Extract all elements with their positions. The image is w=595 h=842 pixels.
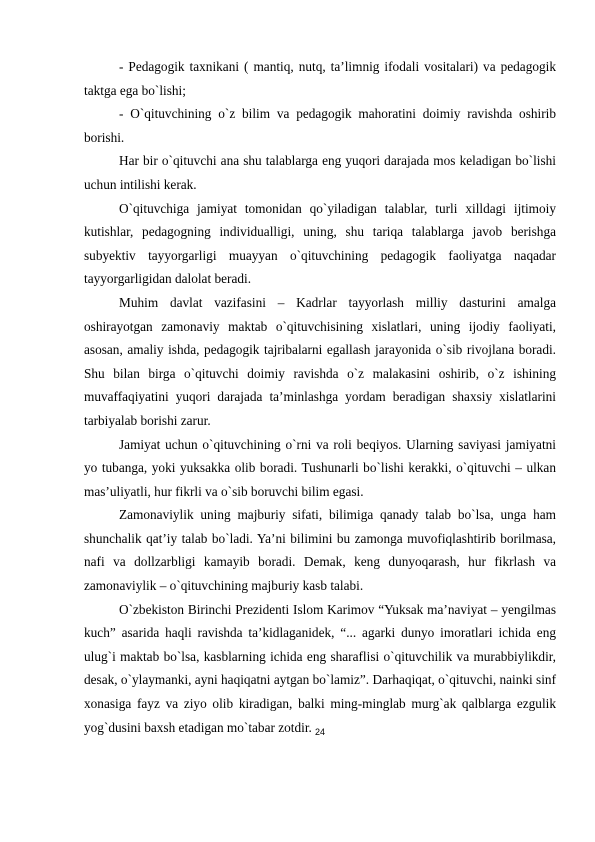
paragraph-3: Har bir o`qituvchi ana shu talablarga eng yuqori darajada mos keladigan bo`lishi uchun intilishi kerak. (84, 153, 556, 192)
page-number: 24 (314, 727, 325, 737)
paragraph-5: Muhim davlat vazifasini – Kadrlar tayyorlash milliy dasturini amalga oshirayotgan zamonaviy maktab o`qituvchisining xislatlari, uning ijodiy faoliyati, asosan, amaliy ishda, pedagogik tajribalarni egallash jarayonida o`sib rivojlana boradi. Shu bilan birga o`qituvchi doimiy ravishda o`z malakasini oshirib, o`z ishining muvaffaqiyatini yuqori darajada ta’minlashga yordam beradigan shaxsiy xislatlarini tarbiyalab borishi zarur. (84, 294, 556, 428)
paragraph-8: O`zbekiston Birinchi Prezidenti Islom Karimov “Yuksak ma’naviyat – yengilmas kuch” asarida haqli ravishda ta’kidlaganidek, “... agarki dunyo imoratlari ichida eng ulug`i maktab bo`lsa, kasblarning ichida eng sharaflisi o`qituvchilik va murabbiylikdir, desak, o`ylaymanki, ayni haqiqatni aytgan bo`lamiz”. Darhaqiqat, o`qituvchi, nainki sinf xonasiga fayz va ziyo olib kiradigan, balki ming-minglab murg`ak qalblarga ezgulik yog`dusini baxsh etadigan mo`tabar zotdir. (84, 601, 556, 735)
paragraph-7: Zamonaviylik uning majburiy sifati, bilimiga qanady talab bo`lsa, unga ham shunchalik qat’iy talab bo`ladi. Ya’ni bilimini bu zamonga muvofiqlashtirib borilmasa, nafi va dollzarbligi kamayib boradi. Demak, keng dunyoqarash, hur fikrlash va zamonaviylik – o`qituvchining majburiy kasb talabi. (84, 507, 556, 594)
paragraph-6: Jamiyat uchun o`qituvchining o`rni va roli beqiyos. Ularning saviyasi jamiyatni yo tubanga, yoki yuksakka olib boradi. Tushunarli bo`lishi kerakki, o`qituvchi – ulkan mas’uliyatli, hur fikrli va o`sib boruvchi bilim egasi. (84, 436, 556, 499)
paragraph-4: O`qituvchiga jamiyat tomonidan qo`yiladigan talablar, turli xilldagi ijtimoiy kutishlar, pedagogning individualligi, uning, shu tariqa talablarga javob berishga subyektiv tayyorgarligi muayyan o`qituvchining pedagogik faoliyatga naqadar tayyorgarligidan dalolat beradi. (84, 200, 556, 287)
paragraph-1: - Pedagogik taxnikani ( mantiq, nutq, ta’limnig ifodali vositalari) va pedagogik taktga ega bo`lishi; (84, 59, 556, 98)
paragraph-2: - O`qituvchining o`z bilim va pedagogik mahoratini doimiy ravishda oshirib borishi. (84, 106, 556, 145)
document-body (84, 55, 556, 739)
